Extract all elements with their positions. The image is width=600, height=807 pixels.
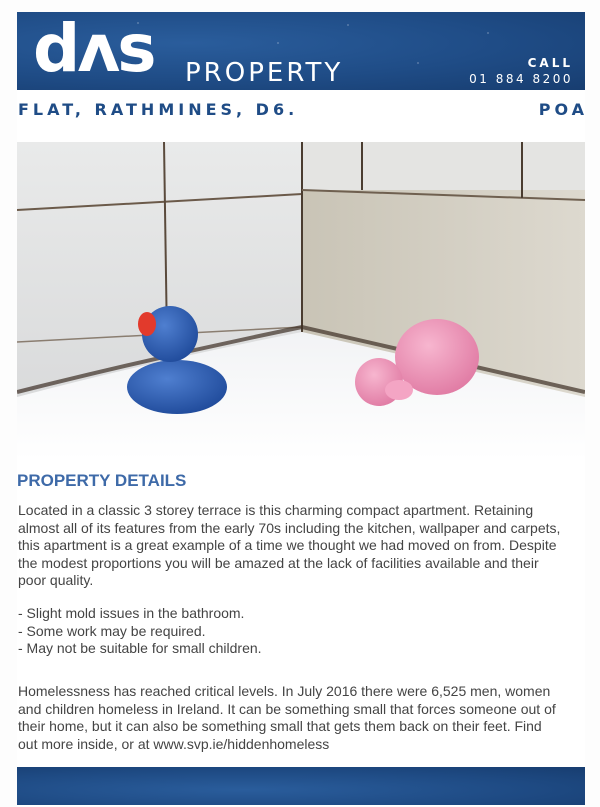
bathroom-photo-illustration xyxy=(17,142,585,460)
property-photo xyxy=(17,142,585,470)
footer-banner xyxy=(17,767,585,805)
logo-wordmark: PROPERTY xyxy=(185,58,344,88)
logo-mark: dʌs xyxy=(33,12,154,87)
feature-item: - May not be suitable for small children. xyxy=(18,640,262,656)
listing-title: FLAT, RATHMINES, D6. xyxy=(18,100,299,119)
property-details-heading: PROPERTY DETAILS xyxy=(17,471,187,490)
campaign-message: Homelessness has reached critical levels. In July 2016 there were 6,525 men, women and children homeless in Ireland. It can be something small that forces someone out of their home, but it can also be something small that gets them back on their feet. Find out more inside, or at www.svp.ie/hiddenhomeless xyxy=(18,683,556,752)
feature-list xyxy=(18,605,262,658)
header-banner xyxy=(17,12,585,90)
phone-number[interactable]: 01 884 8200 xyxy=(469,72,573,86)
feature-item: - Some work may be required. xyxy=(18,622,206,639)
property-description: Located in a classic 3 storey terrace is this charming compact apartment. Retaining almost all of its features from the early 70s including the kitchen, wallpaper and carpets, this apartment is a great example of a time we thought we had moved on from. Despite the modest proportions you will be amazed at the lack of facilities available and their poor quality. xyxy=(18,502,561,588)
feature-item: - Slight mold issues in the bathroom. xyxy=(18,605,245,621)
call-label: CALL xyxy=(527,56,573,70)
listing-price: POA xyxy=(538,100,588,119)
